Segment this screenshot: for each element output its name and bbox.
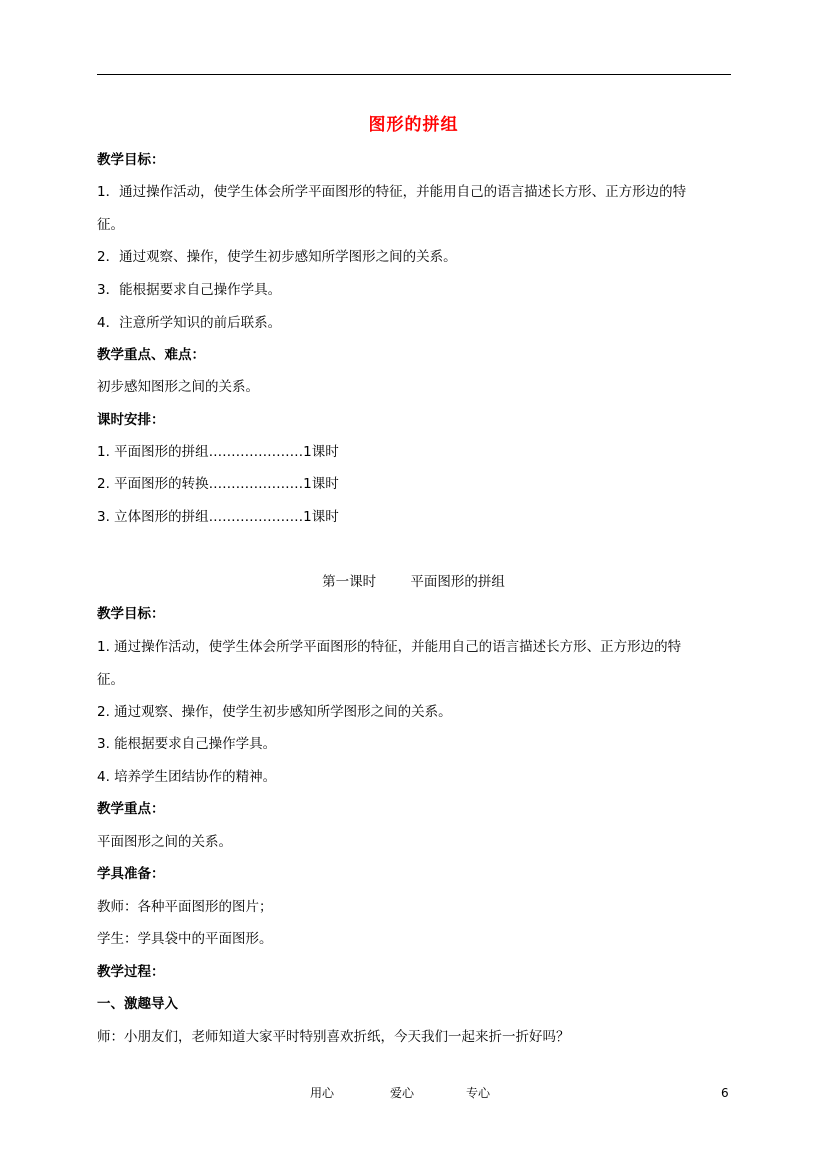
paragraph-line: 4．注意所学知识的前后联系。 xyxy=(97,315,282,331)
section-heading: 教学过程： xyxy=(97,964,165,980)
section-heading: 课时安排： xyxy=(97,412,165,428)
schedule-item: 3. 立体图形的拼组…………………1课时 xyxy=(97,509,339,525)
section-heading: 教学重点： xyxy=(97,801,165,817)
document-title: 图形的拼组 xyxy=(368,115,459,135)
paragraph-line: 征。 xyxy=(97,217,124,233)
section-heading: 学具准备： xyxy=(97,866,165,882)
paragraph-line: 2．通过观察、操作，使学生初步感知所学图形之间的关系。 xyxy=(97,249,457,265)
schedule-item: 1. 平面图形的拼组…………………1课时 xyxy=(97,444,339,460)
footer-middle: 爱心 xyxy=(390,1086,415,1100)
section-heading: 教学重点、难点： xyxy=(97,347,205,363)
footer-right: 专心 xyxy=(466,1086,491,1100)
header-rule xyxy=(97,74,731,75)
paragraph-line: 征。 xyxy=(97,672,124,688)
schedule-item: 2. 平面图形的转换…………………1课时 xyxy=(97,476,339,492)
page-number: 6 xyxy=(721,1086,729,1100)
paragraph-line: 初步感知图形之间的关系。 xyxy=(97,379,259,395)
paragraph-line: 1．通过操作活动，使学生体会所学平面图形的特征，并能用自己的语言描述长方形、正方形边的特 xyxy=(97,184,687,200)
lesson-heading: 第一课时 平面图形的拼组 xyxy=(322,574,505,590)
paragraph-line: 学生：学具袋中的平面图形。 xyxy=(97,931,273,947)
section-heading: 教学目标： xyxy=(97,606,165,622)
section-heading: 教学目标： xyxy=(97,152,165,168)
paragraph-line: 教师：各种平面图形的图片； xyxy=(97,899,273,915)
paragraph-line: 平面图形之间的关系。 xyxy=(97,834,232,850)
paragraph-line: 1. 通过操作活动，使学生体会所学平面图形的特征，并能用自己的语言描述长方形、正方形边的特 xyxy=(97,639,682,655)
paragraph-line: 师：小朋友们，老师知道大家平时特别喜欢折纸，今天我们一起来折一折好吗？ xyxy=(97,1029,570,1045)
step-heading: 一、激趣导入 xyxy=(97,996,178,1012)
paragraph-line: 3．能根据要求自己操作学具。 xyxy=(97,282,282,298)
paragraph-line: 2. 通过观察、操作，使学生初步感知所学图形之间的关系。 xyxy=(97,704,452,720)
paragraph-line: 4. 培养学生团结协作的精神。 xyxy=(97,769,277,785)
footer-left: 用心 xyxy=(310,1086,335,1100)
paragraph-line: 3. 能根据要求自己操作学具。 xyxy=(97,736,277,752)
